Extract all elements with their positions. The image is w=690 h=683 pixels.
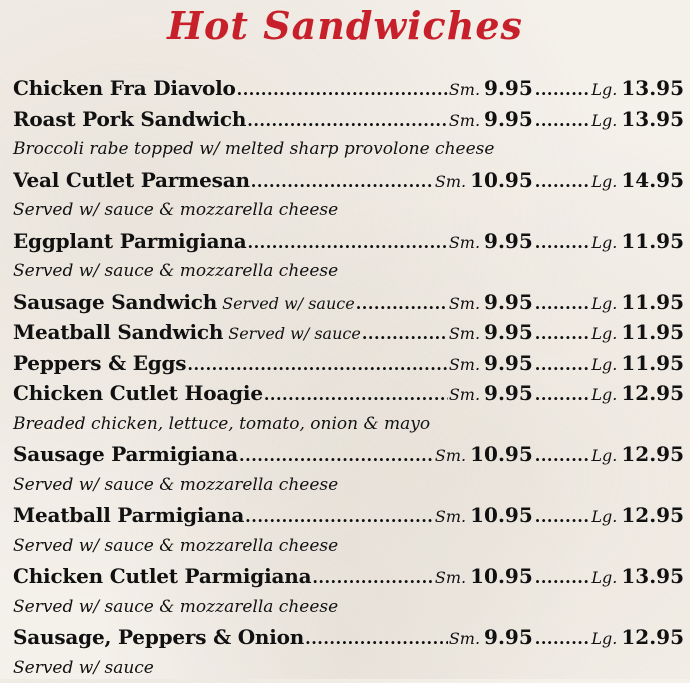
menu-item-line	[13, 561, 684, 592]
dot-leader	[305, 624, 448, 653]
large-price: 11.95	[621, 226, 684, 257]
item-name: Chicken Cutlet Parmigiana	[13, 561, 311, 592]
menu-item-line	[13, 226, 684, 257]
large-size-label: Lg.	[591, 350, 617, 379]
large-size-label: Lg.	[591, 563, 617, 592]
menu-item	[13, 317, 684, 348]
large-price: 14.95	[621, 165, 684, 196]
menu-item-line	[13, 287, 684, 318]
small-price: 10.95	[470, 439, 533, 470]
dot-leader	[251, 167, 434, 196]
menu-item	[13, 226, 684, 257]
small-size-label: Sm.	[435, 441, 466, 470]
price-block	[435, 500, 684, 531]
menu-item-line	[13, 439, 684, 470]
large-size-label: Lg.	[591, 228, 617, 257]
menu-item-line	[13, 500, 684, 531]
large-size-label: Lg.	[591, 380, 617, 409]
item-inline-note: Served w/ sauce	[222, 289, 355, 318]
dot-leader	[247, 106, 448, 135]
large-price: 13.95	[621, 561, 684, 592]
small-size-label: Sm.	[449, 75, 480, 104]
large-price: 13.95	[621, 73, 684, 104]
dot-leader	[264, 380, 448, 409]
small-size-label: Sm.	[449, 380, 480, 409]
small-price: 10.95	[470, 561, 533, 592]
small-price: 9.95	[484, 317, 533, 348]
large-size-label: Lg.	[591, 441, 617, 470]
dot-leader-mid: .........	[535, 624, 590, 653]
item-description: Breaded chicken, lettuce, tomato, onion & mayo	[13, 409, 684, 440]
item-description: Served w/ sauce & mozzarella cheese	[13, 531, 684, 562]
menu-section-title: Hot Sandwiches	[0, 2, 690, 50]
dot-leader	[362, 319, 448, 348]
item-name: Peppers & Eggs	[13, 348, 186, 379]
price-block	[435, 561, 684, 592]
large-price: 11.95	[621, 317, 684, 348]
item-name: Meatball Parmigiana	[13, 500, 244, 531]
item-name: Veal Cutlet Parmesan	[13, 165, 250, 196]
menu-item	[13, 439, 684, 470]
small-size-label: Sm.	[435, 563, 466, 592]
item-name: Roast Pork Sandwich	[13, 104, 246, 135]
menu-item	[13, 622, 684, 653]
item-inline-note: Served w/ sauce	[228, 319, 361, 348]
menu-item	[13, 500, 684, 531]
dot-leader-mid: .........	[535, 502, 590, 531]
small-size-label: Sm.	[449, 624, 480, 653]
dot-leader-mid: .........	[535, 228, 590, 257]
dot-leader-mid: .........	[535, 106, 590, 135]
small-size-label: Sm.	[449, 319, 480, 348]
item-name: Meatball Sandwich	[13, 317, 223, 348]
dot-leader	[356, 289, 448, 318]
large-price: 11.95	[621, 348, 684, 379]
item-name: Sausage, Peppers & Onion	[13, 622, 304, 653]
dot-leader-mid: .........	[535, 289, 590, 318]
dot-leader-mid: .........	[535, 75, 590, 104]
large-price: 12.95	[621, 439, 684, 470]
item-description: Broccoli rabe topped w/ melted sharp provolone cheese	[13, 134, 684, 165]
large-price: 13.95	[621, 104, 684, 135]
item-name: Sausage Sandwich	[13, 287, 217, 318]
small-price: 9.95	[484, 287, 533, 318]
price-block	[449, 317, 684, 348]
small-price: 9.95	[484, 226, 533, 257]
large-size-label: Lg.	[591, 319, 617, 348]
menu-item-line	[13, 348, 684, 379]
large-size-label: Lg.	[591, 624, 617, 653]
small-price: 9.95	[484, 348, 533, 379]
menu-item	[13, 165, 684, 196]
dot-leader-mid: .........	[535, 319, 590, 348]
item-name: Chicken Fra Diavolo	[13, 73, 236, 104]
menu-item	[13, 378, 684, 409]
item-name: Sausage Parmigiana	[13, 439, 238, 470]
dot-leader	[312, 563, 434, 592]
menu-item-line	[13, 317, 684, 348]
large-size-label: Lg.	[591, 75, 617, 104]
price-block	[449, 104, 684, 135]
item-description: Served w/ sauce & mozzarella cheese	[13, 256, 684, 287]
small-size-label: Sm.	[435, 167, 466, 196]
dot-leader-mid: .........	[535, 441, 590, 470]
large-price: 11.95	[621, 287, 684, 318]
small-size-label: Sm.	[449, 289, 480, 318]
price-block	[449, 73, 684, 104]
large-price: 12.95	[621, 622, 684, 653]
large-size-label: Lg.	[591, 502, 617, 531]
item-description: Served w/ sauce	[13, 653, 684, 683]
dot-leader	[237, 75, 448, 104]
small-size-label: Sm.	[449, 228, 480, 257]
menu-item	[13, 287, 684, 318]
menu-item	[13, 73, 684, 104]
large-size-label: Lg.	[591, 289, 617, 318]
small-price: 9.95	[484, 378, 533, 409]
dot-leader	[187, 350, 447, 379]
small-price: 9.95	[484, 73, 533, 104]
large-price: 12.95	[621, 500, 684, 531]
price-block	[449, 287, 684, 318]
large-size-label: Lg.	[591, 106, 617, 135]
menu-item-line	[13, 73, 684, 104]
small-price: 9.95	[484, 104, 533, 135]
price-block	[449, 622, 684, 653]
menu-item-line	[13, 378, 684, 409]
dot-leader-mid: .........	[535, 380, 590, 409]
menu-item-line	[13, 622, 684, 653]
small-price: 9.95	[484, 622, 533, 653]
dot-leader-mid: .........	[535, 350, 590, 379]
small-price: 10.95	[470, 165, 533, 196]
price-block	[449, 348, 684, 379]
small-size-label: Sm.	[449, 350, 480, 379]
dot-leader-mid: .........	[535, 563, 590, 592]
dot-leader-mid: .........	[535, 167, 590, 196]
small-price: 10.95	[470, 500, 533, 531]
large-price: 12.95	[621, 378, 684, 409]
item-name: Eggplant Parmigiana	[13, 226, 247, 257]
price-block	[449, 226, 684, 257]
large-size-label: Lg.	[591, 167, 617, 196]
small-size-label: Sm.	[449, 106, 480, 135]
menu-item	[13, 348, 684, 379]
small-size-label: Sm.	[435, 502, 466, 531]
price-block	[435, 439, 684, 470]
menu-item	[13, 104, 684, 135]
price-block	[449, 378, 684, 409]
item-description: Served w/ sauce & mozzarella cheese	[13, 592, 684, 623]
menu-item	[13, 561, 684, 592]
menu-item-list	[13, 73, 684, 683]
item-description: Served w/ sauce & mozzarella cheese	[13, 470, 684, 501]
menu-item-line	[13, 104, 684, 135]
item-name: Chicken Cutlet Hoagie	[13, 378, 263, 409]
price-block	[435, 165, 684, 196]
menu-item-line	[13, 165, 684, 196]
dot-leader	[248, 228, 448, 257]
dot-leader	[245, 502, 434, 531]
item-description: Served w/ sauce & mozzarella cheese	[13, 195, 684, 226]
dot-leader	[239, 441, 434, 470]
